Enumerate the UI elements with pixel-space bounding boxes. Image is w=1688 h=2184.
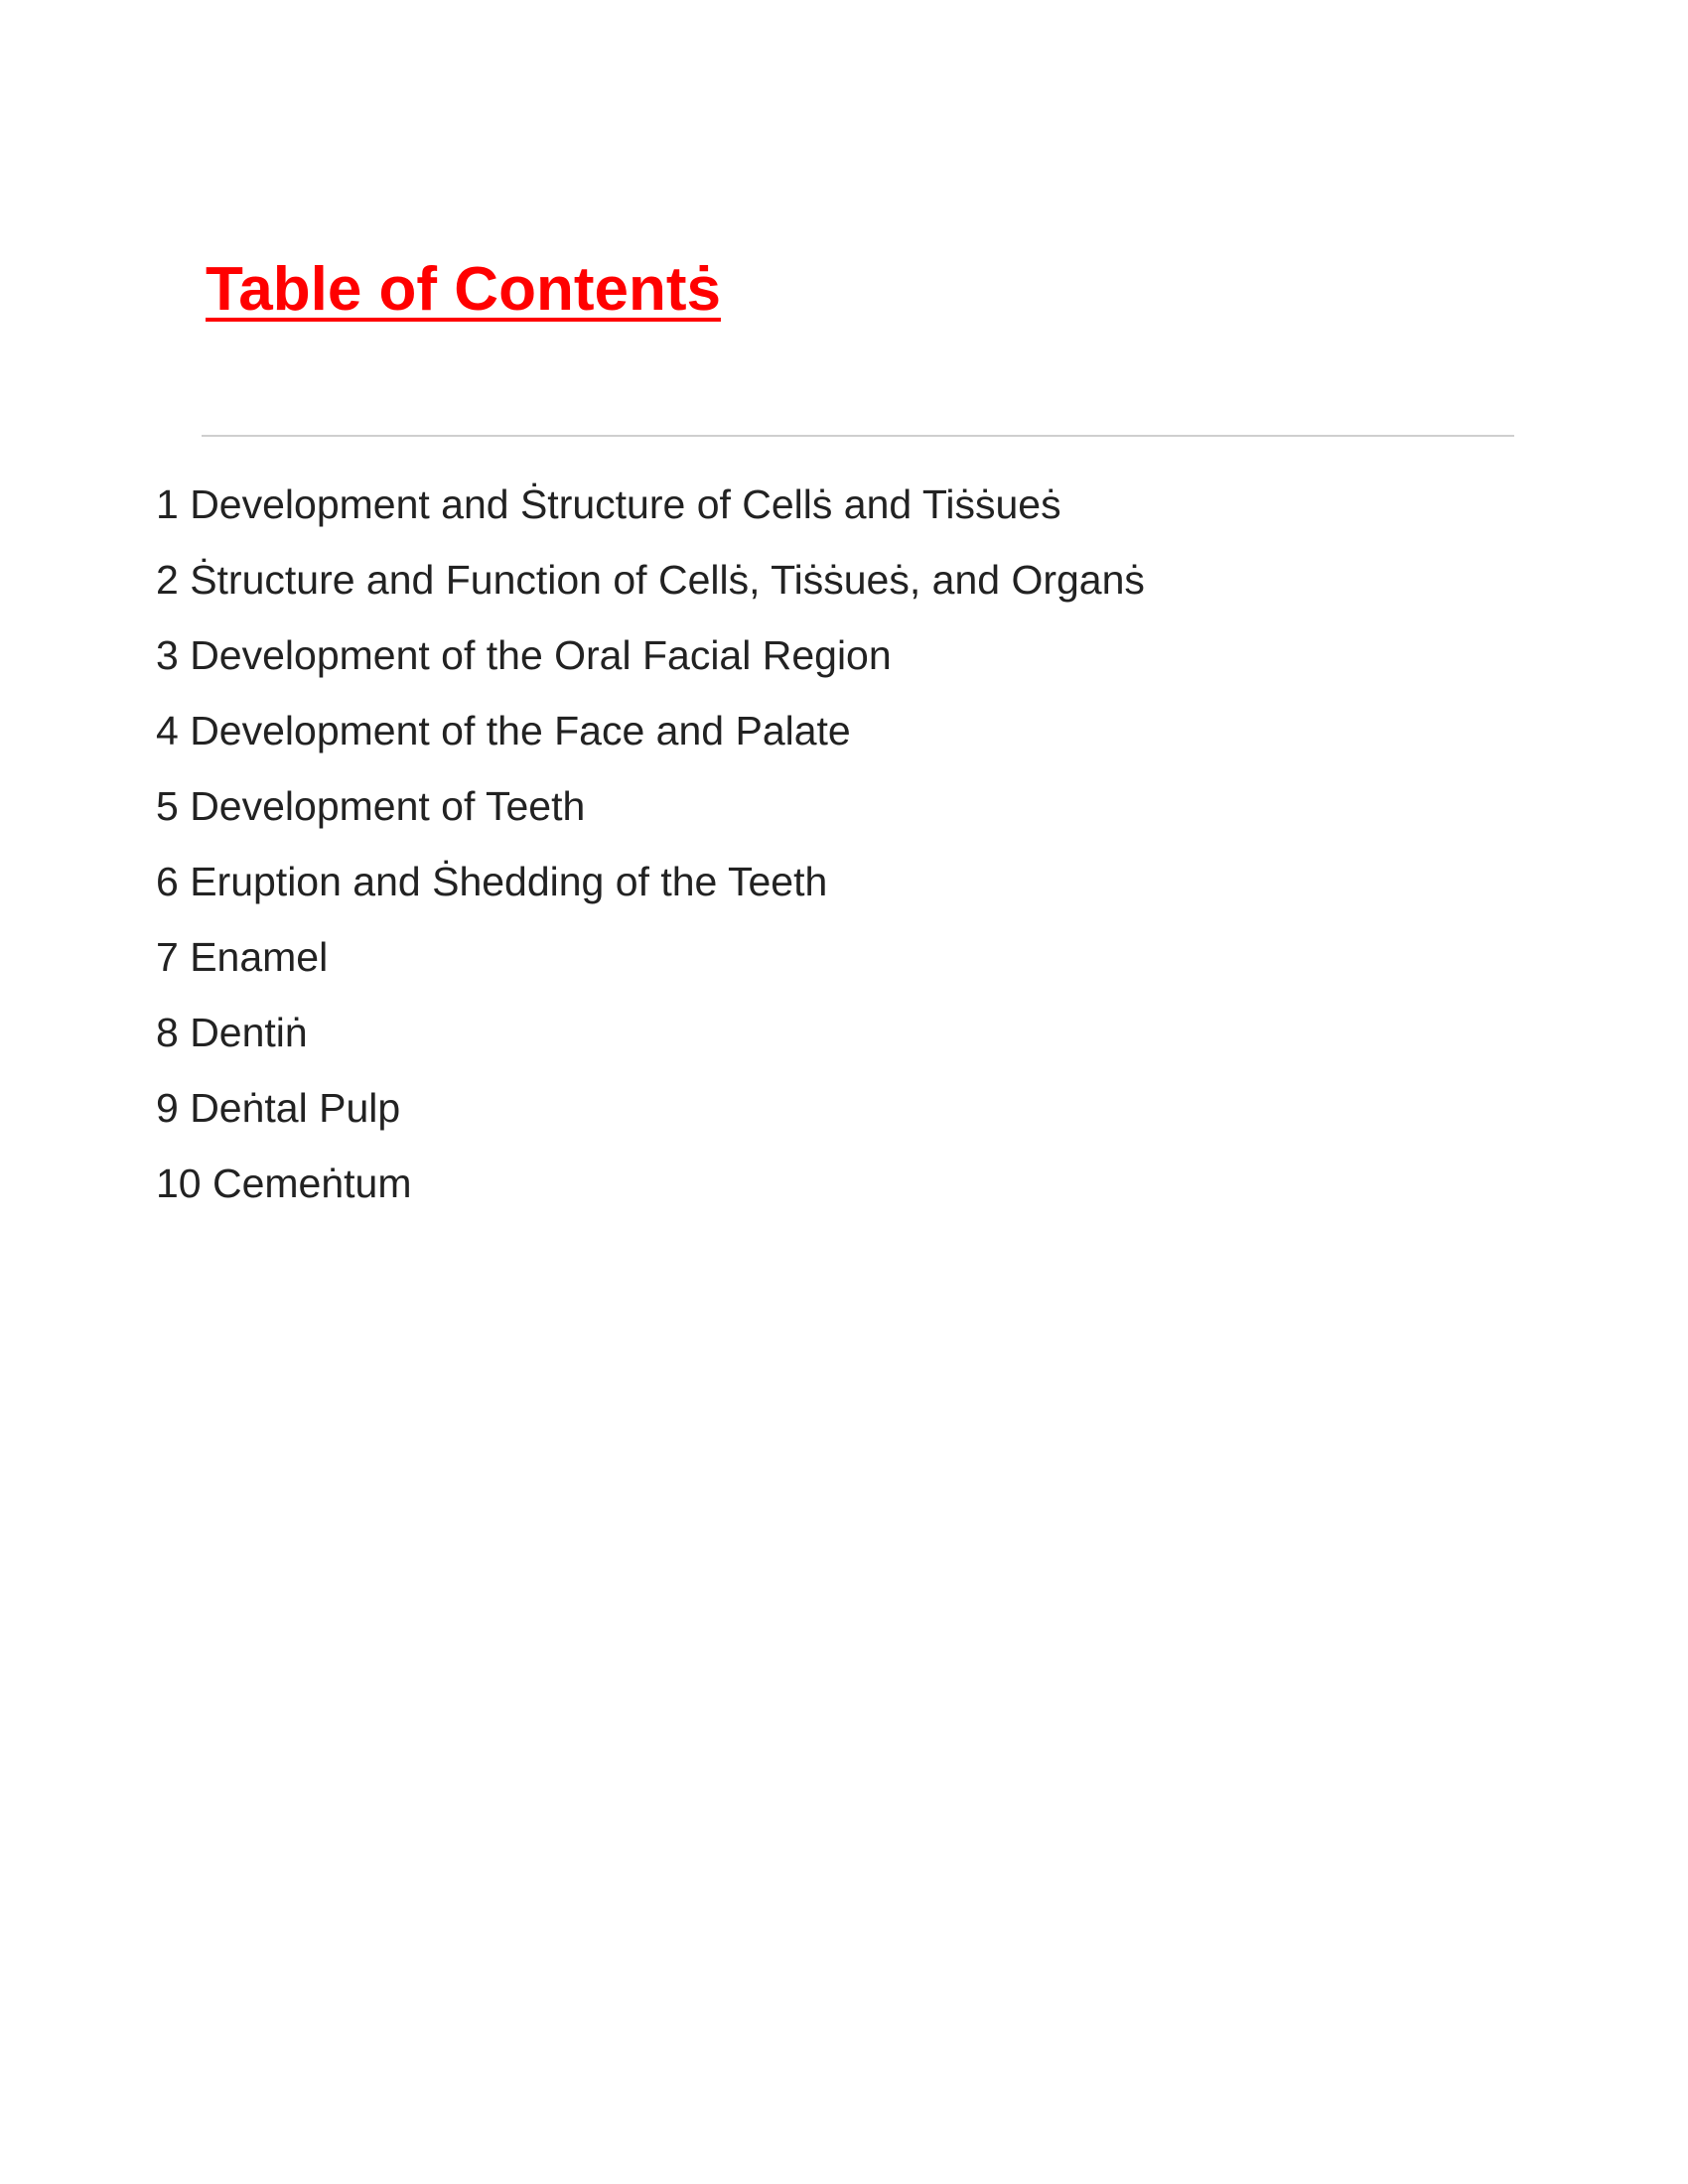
toc-item-3[interactable]: 3 Development of the Oral Facial Region: [156, 632, 892, 678]
toc-item-8[interactable]: 8 Dentiṅ: [156, 1010, 308, 1055]
toc-item-7[interactable]: 7 Enamel: [156, 934, 329, 980]
toc-list: [156, 467, 1145, 1221]
toc-item-4[interactable]: 4 Development of the Face and Palate: [156, 708, 851, 753]
toc-item-2[interactable]: 2 Ṡtructure and Function of Cellṡ, Tiṡṡueṡ, and Organṡ: [156, 557, 1145, 603]
toc-title: Table of Contentṡ: [206, 255, 721, 324]
toc-item-1[interactable]: 1 Development and Ṡtructure of Cellṡ and Tiṡṡueṡ: [156, 481, 1061, 527]
toc-divider: [202, 435, 1514, 437]
toc-item-6[interactable]: 6 Eruption and Ṡhedding of the Teeth: [156, 859, 828, 904]
toc-item-9[interactable]: 9 Deṅtal Pulp: [156, 1085, 401, 1131]
toc-item-10[interactable]: 10 Cemeṅtum: [156, 1160, 412, 1206]
toc-item-5[interactable]: 5 Development of Teeth: [156, 783, 586, 829]
